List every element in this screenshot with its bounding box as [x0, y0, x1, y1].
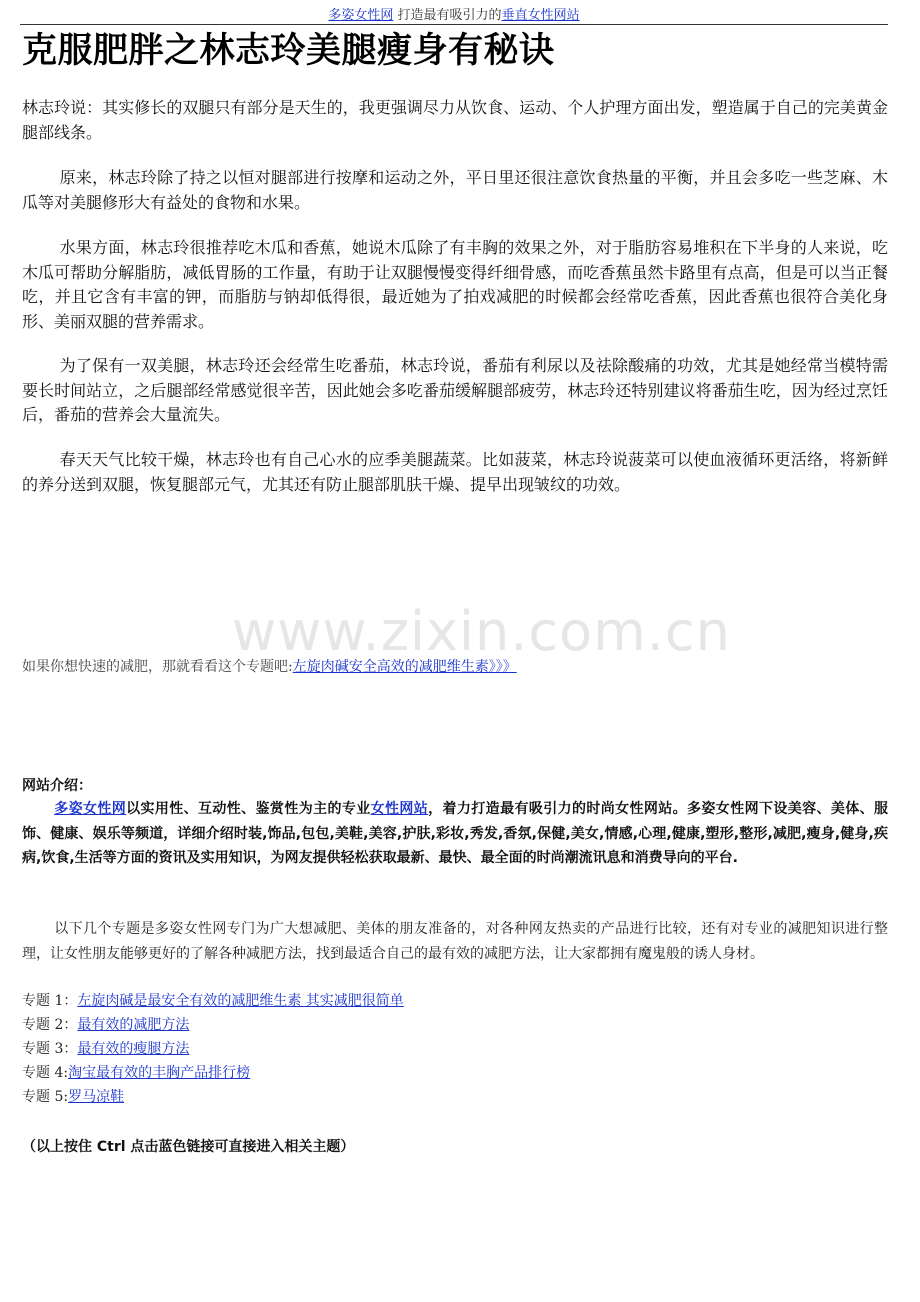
topic-prefix: 专题 2：: [22, 1017, 78, 1033]
list-item: [22, 1085, 404, 1109]
header-tagline: 打造最有吸引力的: [393, 8, 502, 23]
article-paragraph: 为了保有一双美腿，林志玲还会经常生吃番茄，林志玲说，番茄有利尿以及祛除酸痛的功效，尤其是她经常当模特需要长时间站立，之后腿部经常感觉很辛苦，因此她会多吃番茄缓解腿部疲劳，林志玲还特别建议将番茄生吃，因为经过烹饪后，番茄的营养会大量流失。: [22, 356, 888, 424]
about-women-site-link[interactable]: 女性网站: [370, 801, 429, 817]
article-title: 克服肥胖之林志玲美腿瘦身有秘诀: [22, 30, 555, 71]
vertical-site-link[interactable]: 垂直女性网站: [501, 8, 580, 23]
article-paragraph: 原来，林志玲除了持之以恒对腿部进行按摩和运动之外，平日里还很注意饮食热量的平衡，并且会多吃一些芝麻、木瓜等对美腿修形大有益处的食物和水果。: [22, 168, 888, 212]
topic-link[interactable]: 最有效的减肥方法: [77, 1017, 190, 1033]
topic-prefix: 专题 5:: [22, 1089, 69, 1105]
topic-link[interactable]: 淘宝最有效的丰胸产品排行榜: [68, 1065, 251, 1081]
list-item: [22, 1013, 404, 1037]
page-header: [20, 4, 888, 23]
topic-prefix: 专题 4:: [22, 1065, 69, 1081]
about-text-1: 以实用性、互动性、鉴赏性为主的专业: [126, 801, 371, 817]
site-name-link[interactable]: 多姿女性网: [328, 8, 394, 23]
topic-link[interactable]: 最有效的瘦腿方法: [77, 1041, 190, 1057]
promo-link[interactable]: 左旋肉碱安全高效的减肥维生素》》》: [292, 659, 517, 675]
list-item: [22, 1061, 404, 1085]
about-text-2: ，着力打造最有吸引力的时尚女性网站。多姿女性网下设美容、美体、服饰、健康、娱乐等频道，详细介绍时装,饰品,包包,美鞋,美容,护肤,彩妆,秀发,香氛,保健,美女,情感,心理,健康,塑形,整形,减肥,瘦身,健身,疾病,饮食,生活等方面的资讯及实用知识，为网友提供轻松获取最新、最快、最全面的时尚潮流讯息和消费导向的平台.: [22, 801, 889, 866]
article-paragraph: 春天天气比较干燥，林志玲也有自己心水的应季美腿蔬菜。比如菠菜，林志玲说菠菜可以使血液循环更活络，将新鲜的养分送到双腿，恢复腿部元气，尤其还有防止腿部肌肤干燥、提早出现皱纹的功效。: [22, 450, 888, 494]
about-paragraph: [22, 797, 888, 871]
topic-link[interactable]: 罗马凉鞋: [68, 1089, 125, 1105]
topic-link[interactable]: 左旋肉碱是最安全有效的减肥维生素 其实减肥很简单: [77, 993, 404, 1009]
topic-prefix: 专题 1：: [22, 993, 78, 1009]
about-label: 网站介绍：: [22, 778, 92, 794]
list-item: [22, 989, 404, 1013]
list-item: [22, 1037, 404, 1061]
article-paragraph: 林志玲说：其实修长的双腿只有部分是天生的，我更强调尽力从饮食、运动、个人护理方面出发，塑造属于自己的完美黄金腿部线条。: [22, 98, 888, 142]
promo-line: [22, 656, 517, 676]
topic-list: [22, 989, 404, 1109]
header-divider: [20, 24, 888, 25]
topic-prefix: 专题 3：: [22, 1041, 78, 1057]
about-site-link[interactable]: 多姿女性网: [54, 801, 127, 817]
ctrl-click-note: （以上按住 Ctrl 点击蓝色链接可直接进入相关主题）: [22, 1139, 355, 1155]
promo-text: 如果你想快速的减肥，那就看看这个专题吧:: [22, 659, 293, 675]
topics-intro: 以下几个专题是多姿女性网专门为广大想减肥、美体的朋友准备的，对各种网友热卖的产品进行比较，还有对专业的减肥知识进行整理，让女性朋友能够更好的了解各种减肥方法，找到最适合自己的最有效的减肥方法，让大家都拥有魔鬼般的诱人身材。: [22, 921, 888, 962]
watermark: www.zixin.com.cn: [232, 600, 731, 663]
article-paragraph: 水果方面，林志玲很推荐吃木瓜和香蕉，她说木瓜除了有丰胸的效果之外，对于脂肪容易堆积在下半身的人来说，吃木瓜可帮助分解脂肪，减低胃肠的工作量，有助于让双腿慢慢变得纤细骨感，而吃香蕉虽然卡路里有点高，但是可以当正餐吃，并且它含有丰富的钾，而脂肪与钠却低得很，最近她为了拍戏减肥的时候都会经常吃香蕉，因此香蕉也很符合美化身形、美丽双腿的营养需求。: [22, 238, 888, 331]
